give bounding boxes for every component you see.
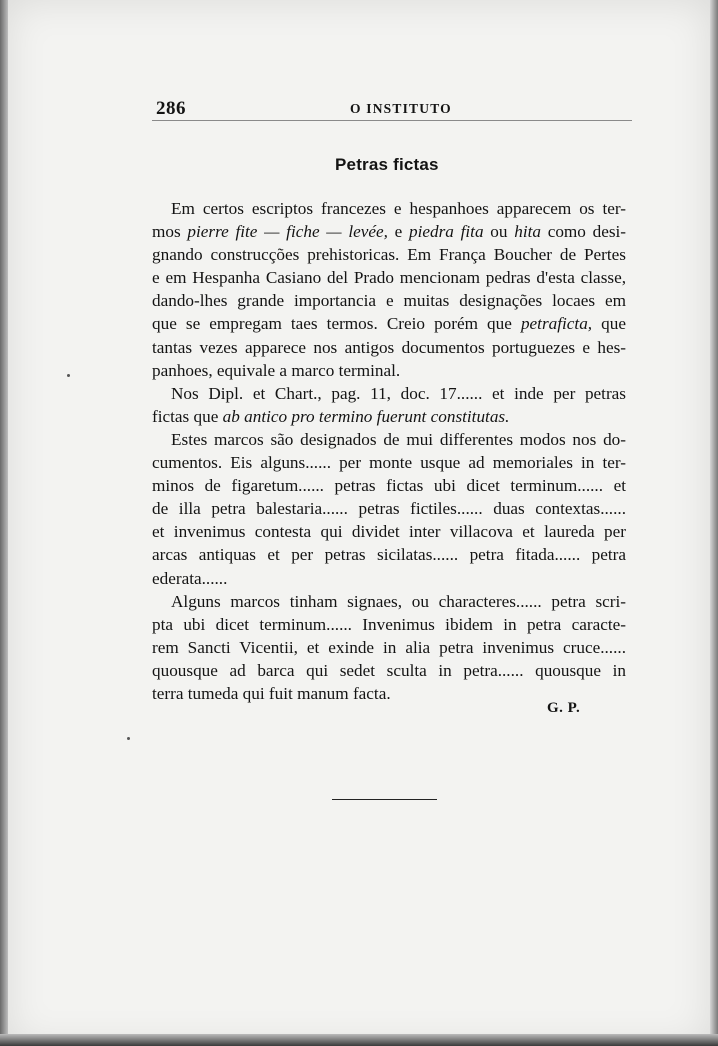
italic-term: hita xyxy=(514,222,541,242)
text-segment: e xyxy=(394,222,403,242)
text-line: et invenimus contesta qui dividet inter villacova et laureda per xyxy=(152,522,626,542)
text-line: Nos Dipl. et Chart., pag. 11, doc. 17...... et inde per petras xyxy=(171,383,626,403)
article-body xyxy=(152,197,626,705)
page-number: 286 xyxy=(156,98,186,119)
text-segment: mos xyxy=(152,222,181,242)
page-bottom-edge xyxy=(0,1034,718,1046)
text-line: e em Hespanha Casiano del Prado mencionam pedras d'esta classe, xyxy=(152,268,626,288)
text-line: tantas vezes apparece nos antigos documentos portuguezes e hes- xyxy=(152,337,626,357)
italic-term: pierre fite — fiche — levée, xyxy=(187,222,388,242)
italic-term: petraficta, xyxy=(520,314,593,334)
text-line: cumentos. Eis alguns...... per monte usque ad memoriales in ter- xyxy=(152,453,626,473)
text-line: Estes marcos são designados de mui differentes modos nos do- xyxy=(171,429,626,449)
text-line xyxy=(152,220,626,243)
text-line: gnando construcções prehistoricas. Em França Boucher de Pertes xyxy=(152,245,626,265)
text-line: terra tumeda qui fuit manum facta. xyxy=(152,683,391,703)
ink-speck xyxy=(67,374,70,377)
text-line: pta ubi dicet terminum...... Invenimus ibidem in petra caracte- xyxy=(152,614,626,634)
text-line: ederata...... xyxy=(152,568,228,588)
text-line: quousque ad barca qui sedet sculta in petra...... quousque in xyxy=(152,660,626,680)
text-segment: fictas que xyxy=(152,406,219,426)
text-line: minos de figaretum...... petras fictas ubi dicet terminum...... et xyxy=(152,476,626,496)
text-segment: ou xyxy=(490,222,508,242)
italic-quote: ab antico pro termino fuerunt constitutas. xyxy=(222,406,510,426)
page-right-edge xyxy=(710,0,718,1046)
journal-title: O INSTITUTO xyxy=(350,101,452,116)
text-line: panhoes, equivale a marco terminal. xyxy=(152,360,401,380)
text-line: de illa petra balestaria...... petras fictiles...... duas contextas...... xyxy=(152,499,626,519)
text-line xyxy=(152,312,626,335)
text-segment: como desi- xyxy=(547,222,627,242)
book-binding-edge xyxy=(0,0,8,1046)
text-line: Alguns marcos tinham signaes, ou characteres...... petra scri- xyxy=(171,591,626,611)
ink-speck xyxy=(127,737,130,740)
text-segment: que se empregam taes termos. Creio porém que xyxy=(152,314,512,334)
text-line: rem Sancti Vicentii, et exinde in alia petra invenimus cruce...... xyxy=(152,637,626,657)
end-divider xyxy=(332,799,437,800)
text-line: Em certos escriptos francezes e hespanhoes apparecem os ter- xyxy=(171,199,626,218)
text-segment: que xyxy=(601,314,626,334)
text-line xyxy=(152,405,626,428)
text-line: arcas antiquas et per petras sicilatas...... petra fitada...... petra xyxy=(152,545,626,565)
article-title: Petras fictas xyxy=(335,155,439,174)
text-line: dando-lhes grande importancia e muitas designações locaes em xyxy=(152,291,626,311)
running-head xyxy=(152,96,632,121)
italic-term: piedra fita xyxy=(409,222,484,242)
author-signature: G. P. xyxy=(547,700,581,716)
